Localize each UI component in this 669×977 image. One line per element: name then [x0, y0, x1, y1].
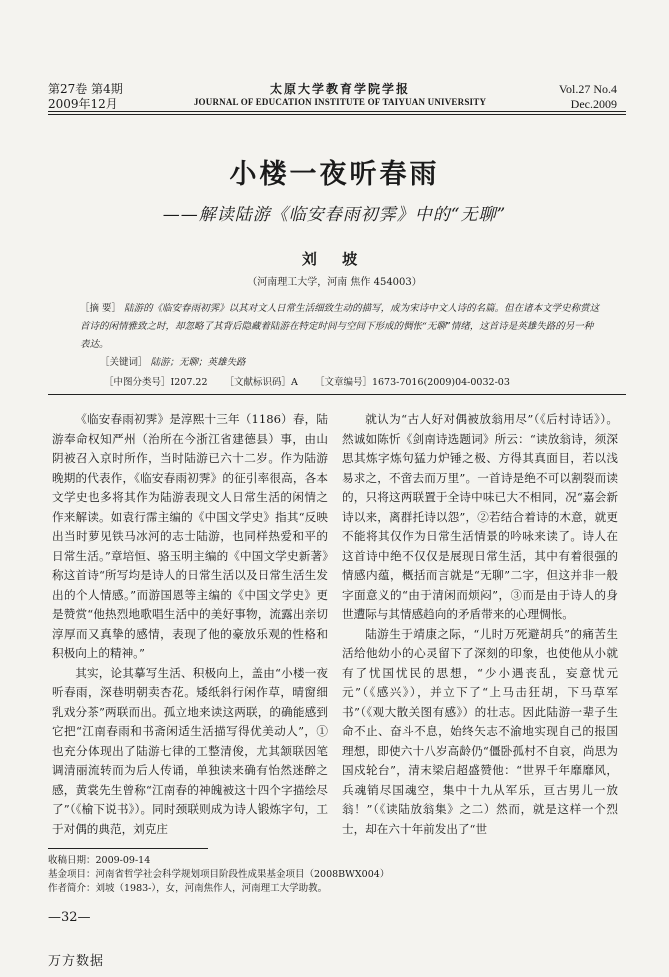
header-rule-thin [48, 114, 626, 115]
issue-date-en: Dec.2009 [570, 97, 617, 111]
received-date: 收稿日期：2009-09-14 [48, 855, 151, 866]
abstract-label: ［摘 要］ [80, 303, 122, 314]
document-code: ［文献标识码］A [224, 377, 298, 388]
abstract-rule [48, 394, 626, 395]
article-number: ［文章编号］1673-7016(2009)04-0032-03 [314, 377, 510, 388]
journal-name-en: JOURNAL OF EDUCATION INSTITUTE OF TAIYUAN UNIVERSITY [193, 97, 487, 107]
paragraph: 其实，论其摹写生活、积极向上，盖由“小楼一夜听春雨，深巷明朝卖杏花。矮纸斜行闲作草，晴窗细乳戏分茶”两联而出。孤立地来读这两联，的确能感到它把“江南春雨和书斋闲适生活描写得优美动人”，①也充分体现出了陆游七律的工整清俊，尤其颔联因笔调清丽流转而为后人传诵，单独读来确有怡然迷醉之感，黄裳先生曾称“江南春的神魄被这十四个字描绘尽了”（《榆下说书》）。同时颈联则成为诗人锻炼字句，工于对偶的典范，刘克庄 [52, 665, 328, 836]
body-column-right [342, 410, 618, 839]
abstract [80, 300, 600, 372]
author-bio: 作者简介：刘坡（1983-），女，河南焦作人，河南理工大学助教。 [48, 883, 328, 894]
issue-info [48, 82, 123, 112]
issue-info-en [559, 82, 617, 112]
paragraph: 就认为“古人好对偶被放翁用尽”（《后村诗话》）。然诚如陈忻《剑南诗选题词》所云：“读放翁诗，须深思其炼字炼句猛力炉锤之极、方得其真面目，若以浅易求之，不啻去而万里”。一首诗是绝不可以割裂而读的，只将这两联置于全诗中味已大不相同，况“嘉会新诗以来，离群托诗以怨”，②若结合着诗的木意，就更不能将其仅作为日常生活情景的吟咏来读了。诗人在这首诗中绝不仅仅是展现日常生活，其中有着很强的情感内蕴，概括而言就是“无聊”二字，但这并非一般字面意义的“由于清闲而烦闷”，③而是由于诗人的身世遭际与其情感趋向的矛盾带来的心理惆怅。 [342, 412, 618, 621]
paragraph: 《临安春雨初霁》是淳熙十三年（1186）春，陆游奉命权知严州（治所在今浙江省建德县）事，由山阴被召入京时所作，当时陆游已六十二岁。作为陆游晚期的代表作，《临安春雨初霁》的征引率很高，各本文学史也多将其作为陆游表现文人日常生活的闲情之作来解读。如袁行霈主编的《中国文学史》指其“反映出当时萝见铁马冰河的志士陆游，也同样热爱和平的日常生活。”章培恒、骆玉明主编的《中国文学史新著》称这首诗“所写均是诗人的日常生活以及日常生活生发出的个人情感。”而游国恩等主编的《中国文学史》更是赞赏“他热烈地歌唱生活中的美好事物，流露出亲切淳厚而又真挚的感情，表现了他的豪放乐观的性格和积极向上的精神。” [52, 412, 328, 660]
watermark: 万方数据 [48, 954, 105, 969]
author-name: 刘 坡 [301, 250, 368, 268]
classification-line [104, 374, 524, 388]
keywords-text: 陆游；无聊；英雄失路 [150, 357, 246, 368]
footnote [48, 854, 389, 896]
journal-masthead [180, 80, 500, 107]
body-column-left [52, 410, 328, 839]
issue-date: 2009年12月 [48, 97, 118, 111]
header-rule [48, 111, 626, 112]
fund-info: 基金项目：河南省哲学社会科学规划项目阶段性成果基金项目（2008BWX004） [48, 869, 390, 880]
clc-number: ［中图分类号］I207.22 [104, 377, 208, 388]
footnote-rule [48, 848, 208, 849]
page-number: —32— [48, 910, 91, 925]
keywords-label: ［关键词］ [100, 357, 148, 368]
volume-issue-en: Vol.27 No.4 [558, 82, 617, 96]
paragraph: 陆游生于靖康之际，“儿时万死避胡兵”的痛苦生活给他幼小的心灵留下了深刻的印象，也使他从小就有了忧国忧民的思想，“少小遇丧乱，妄意忧元元”（《感兴》），并立下了“上马击狂胡，下马草军书”（《观大散关图有感》）的壮志。因此陆游一辈子生命不止、奋斗不息，始终矢志不渝地实现自己的报国理想，即使六十八岁高龄仍“僵卧孤村不自哀，尚思为国戍轮台”，清末梁启超盛赞他：“世界千年靡靡风，兵魂销尽国魂空，集中十九从军乐，亘古男儿一放翁！”（《读陆放翁集》之二）然而，就是这样一个烈士，却在六十年前发出了“世 [342, 626, 618, 836]
abstract-text: 陆游的《临安春雨初霁》以其对文人日常生活细致生动的描写，成为宋诗中文人诗的名篇。但在诸本文学史称赏这首诗的闲情雅致之时，却忽略了其背后隐藏着陆游在特定时间与空间下形成的惆怅“无聊”情绪，这首诗是英雄失路的另一种表达。 [80, 303, 600, 350]
article-subtitle: ——解读陆游《临安春雨初霁》中的“无聊” [162, 205, 507, 225]
volume-issue: 第27卷 第4期 [48, 82, 123, 96]
keywords [80, 354, 600, 372]
author-affiliation: （河南理工大学，河南 焦作 454003） [247, 277, 422, 288]
journal-name-zh: 太原大学教育学院学报 [269, 82, 410, 96]
article-title: 小楼一夜听春雨 [229, 159, 440, 190]
